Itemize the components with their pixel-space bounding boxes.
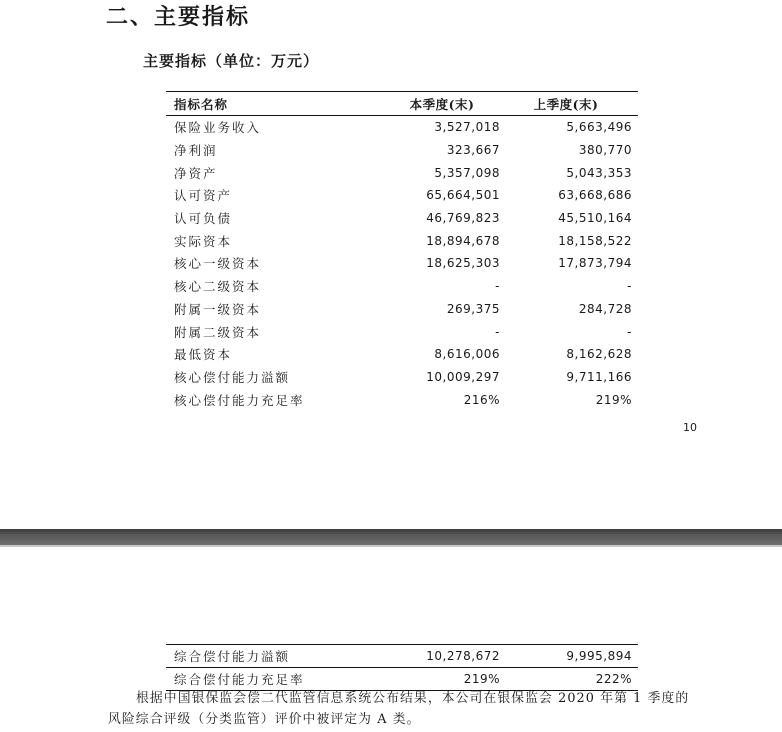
previous-quarter-cell: -: [627, 324, 632, 339]
indicator-name-cell: 净利润: [174, 143, 218, 159]
current-quarter-cell: 10,278,672: [426, 648, 500, 663]
continued-indicators-table: [166, 644, 638, 691]
current-quarter-cell: 18,894,678: [426, 233, 500, 248]
table-row: [166, 229, 638, 252]
current-quarter-cell: 18,625,303: [426, 256, 500, 271]
table-row: [166, 320, 638, 343]
current-quarter-cell: 3,527,018: [434, 120, 500, 135]
main-indicators-table: [166, 91, 638, 411]
indicator-name-cell: 综合偿付能力充足率: [174, 671, 305, 687]
current-quarter-cell: -: [495, 279, 500, 294]
previous-quarter-cell: 45,510,164: [558, 211, 632, 226]
table-row: [166, 275, 638, 298]
indicator-name-cell: 核心二级资本: [174, 279, 262, 295]
indicator-name-cell: 附属一级资本: [174, 301, 262, 317]
previous-quarter-cell: 222%: [595, 671, 632, 686]
previous-quarter-cell: 63,668,686: [558, 188, 632, 203]
page-number: 10: [683, 421, 697, 434]
table-row: [166, 645, 638, 668]
previous-quarter-cell: 9,995,894: [566, 648, 632, 663]
current-quarter-cell: 8,616,006: [434, 347, 500, 362]
current-quarter-cell: 323,667: [446, 143, 500, 158]
indicator-name-cell: 保险业务收入: [174, 120, 262, 136]
previous-quarter-cell: 380,770: [578, 143, 632, 158]
table-row: [166, 366, 638, 389]
page-separator-edge: [0, 545, 782, 547]
indicator-name-cell: 净资产: [174, 165, 218, 181]
section-title: 二、主要指标: [106, 4, 251, 30]
indicator-name-cell: 认可资产: [174, 188, 233, 204]
previous-quarter-cell: 284,728: [578, 301, 632, 316]
table-row: [166, 139, 638, 162]
table-caption: 主要指标（单位：万元）: [143, 52, 320, 70]
indicator-name-cell: 综合偿付能力溢额: [174, 648, 291, 664]
current-quarter-cell: 269,375: [446, 301, 500, 316]
table-row: [166, 207, 638, 230]
current-quarter-cell: 65,664,501: [426, 188, 500, 203]
rating-conclusion-paragraph: 根据中国银保监会偿二代监管信息系统公布结果，本公司在银保监会 2020 年第 1 季度的风险综合评级（分类监管）评价中被评定为 A 类。: [108, 691, 690, 727]
current-quarter-cell: -: [495, 324, 500, 339]
table-row: [166, 116, 638, 139]
table-row: [166, 668, 638, 691]
table-row: [166, 161, 638, 184]
previous-quarter-cell: 5,663,496: [566, 120, 632, 135]
previous-quarter-cell: 18,158,522: [558, 233, 632, 248]
header-indicator-name: 指标名称: [174, 96, 229, 112]
current-quarter-cell: 5,357,098: [434, 165, 500, 180]
table-body: [166, 116, 638, 411]
table-row: [166, 388, 638, 411]
current-quarter-cell: 10,009,297: [426, 369, 500, 384]
table-header-row: [166, 92, 638, 116]
header-current-quarter: 本季度(末): [409, 96, 475, 112]
header-previous-quarter: 上季度(末): [533, 96, 599, 112]
indicator-name-cell: 核心一级资本: [174, 256, 262, 272]
page-separator: [0, 529, 782, 545]
previous-quarter-cell: 9,711,166: [566, 369, 632, 384]
previous-quarter-cell: -: [627, 279, 632, 294]
previous-quarter-cell: 8,162,628: [566, 347, 632, 362]
previous-quarter-cell: 5,043,353: [566, 165, 632, 180]
indicator-name-cell: 认可负债: [174, 211, 233, 227]
current-quarter-cell: 46,769,823: [426, 211, 500, 226]
current-quarter-cell: 219%: [463, 671, 500, 686]
current-quarter-cell: 216%: [463, 392, 500, 407]
previous-quarter-cell: 219%: [595, 392, 632, 407]
indicator-name-cell: 核心偿付能力溢额: [174, 369, 291, 385]
indicator-name-cell: 附属二级资本: [174, 324, 262, 340]
table-row: [166, 298, 638, 321]
table-row: [166, 184, 638, 207]
table-row: [166, 343, 638, 366]
indicator-name-cell: 实际资本: [174, 233, 233, 249]
table-row: [166, 252, 638, 275]
indicator-name-cell: 最低资本: [174, 347, 233, 363]
previous-quarter-cell: 17,873,794: [558, 256, 632, 271]
indicator-name-cell: 核心偿付能力充足率: [174, 392, 305, 408]
